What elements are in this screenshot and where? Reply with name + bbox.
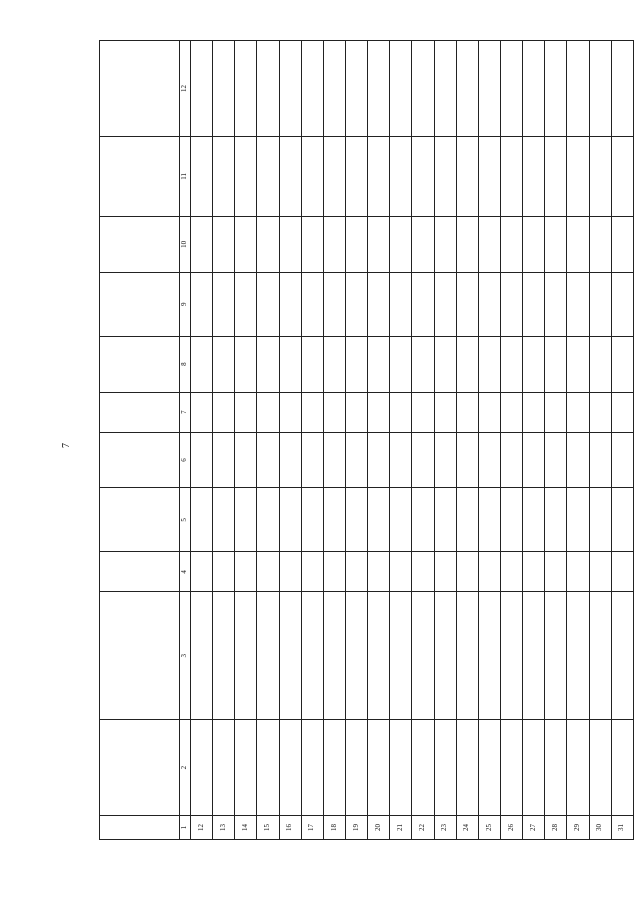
table-cell xyxy=(257,392,279,432)
table-cell xyxy=(213,392,235,432)
table-cell xyxy=(390,272,412,336)
table-cell xyxy=(279,720,301,816)
table-cell xyxy=(456,592,478,720)
table-cell xyxy=(567,552,589,592)
table-cell xyxy=(213,592,235,720)
page-number: 7 xyxy=(61,443,72,448)
table-cell xyxy=(368,552,390,592)
table-cell xyxy=(478,432,500,488)
table-cell xyxy=(545,392,567,432)
table-cell xyxy=(567,720,589,816)
table-cell xyxy=(434,336,456,392)
table-cell xyxy=(301,136,323,216)
table-cell xyxy=(567,336,589,392)
table-cell xyxy=(545,216,567,272)
table-cell xyxy=(611,336,633,392)
table-cell xyxy=(368,432,390,488)
table-cell xyxy=(567,136,589,216)
table-cell xyxy=(456,272,478,336)
table-cell xyxy=(213,216,235,272)
table-cell xyxy=(191,136,213,216)
table-cell xyxy=(500,720,522,816)
table-cell xyxy=(567,592,589,720)
row-number: 20 xyxy=(368,816,390,840)
table-row xyxy=(301,41,323,840)
table-cell xyxy=(257,720,279,816)
table-cell xyxy=(323,488,345,552)
table-cell xyxy=(456,392,478,432)
table-cell xyxy=(323,272,345,336)
table-cell xyxy=(545,432,567,488)
table-row xyxy=(257,41,279,840)
table-cell xyxy=(301,552,323,592)
table-cell xyxy=(545,720,567,816)
table-cell xyxy=(611,592,633,720)
apartment-buildings-table xyxy=(99,40,634,840)
table-cell xyxy=(545,552,567,592)
row-number: 14 xyxy=(235,816,257,840)
table-cell xyxy=(567,488,589,552)
table-cell xyxy=(368,592,390,720)
table-row xyxy=(368,41,390,840)
header-cell xyxy=(100,816,180,840)
table-cell xyxy=(390,488,412,552)
table-cell xyxy=(257,136,279,216)
row-number: 23 xyxy=(434,816,456,840)
table-cell xyxy=(390,552,412,592)
table-row xyxy=(323,41,345,840)
table-cell xyxy=(191,552,213,592)
table-row xyxy=(213,41,235,840)
table-row xyxy=(390,41,412,840)
table-row xyxy=(545,41,567,840)
table-cell xyxy=(191,272,213,336)
table-cell xyxy=(545,488,567,552)
table-cell xyxy=(545,136,567,216)
row-number: 31 xyxy=(611,816,633,840)
table-cell xyxy=(191,488,213,552)
table-cell xyxy=(412,136,434,216)
table-cell xyxy=(213,336,235,392)
table-cell xyxy=(235,488,257,552)
row-number: 28 xyxy=(545,816,567,840)
column-number: 2 xyxy=(180,720,191,816)
table-cell xyxy=(478,41,500,137)
table-cell xyxy=(368,392,390,432)
table-cell xyxy=(345,216,367,272)
table-cell xyxy=(567,432,589,488)
table-cell xyxy=(523,720,545,816)
table-cell xyxy=(500,272,522,336)
header-cell xyxy=(100,488,180,552)
table-cell xyxy=(478,592,500,720)
table-cell xyxy=(589,488,611,552)
table-cell xyxy=(368,272,390,336)
table-cell xyxy=(279,432,301,488)
table-cell xyxy=(235,216,257,272)
table-cell xyxy=(500,488,522,552)
table-cell xyxy=(235,272,257,336)
table-cell xyxy=(213,720,235,816)
table-cell xyxy=(478,216,500,272)
table-cell xyxy=(456,552,478,592)
table-body xyxy=(191,41,634,840)
table-cell xyxy=(191,216,213,272)
table-row xyxy=(345,41,367,840)
table-row xyxy=(456,41,478,840)
table-cell xyxy=(500,336,522,392)
table-cell xyxy=(301,720,323,816)
table-cell xyxy=(345,41,367,137)
table-cell xyxy=(611,488,633,552)
row-number: 29 xyxy=(567,816,589,840)
table-cell xyxy=(545,336,567,392)
row-number: 19 xyxy=(345,816,367,840)
table-cell xyxy=(523,392,545,432)
table-cell xyxy=(412,720,434,816)
table-cell xyxy=(523,272,545,336)
table-cell xyxy=(589,216,611,272)
table-cell xyxy=(345,392,367,432)
table-cell xyxy=(478,488,500,552)
table-cell xyxy=(345,272,367,336)
header-cell xyxy=(100,136,180,216)
table-cell xyxy=(611,432,633,488)
table-cell xyxy=(611,392,633,432)
table-cell xyxy=(545,41,567,137)
table-cell xyxy=(368,488,390,552)
table-cell xyxy=(611,41,633,137)
header-cell xyxy=(100,392,180,432)
table-cell xyxy=(213,488,235,552)
table-cell xyxy=(589,272,611,336)
table-cell xyxy=(323,720,345,816)
row-number: 17 xyxy=(301,816,323,840)
row-number: 24 xyxy=(456,816,478,840)
table-cell xyxy=(523,592,545,720)
table-cell xyxy=(412,592,434,720)
table-cell xyxy=(345,136,367,216)
table-cell xyxy=(478,336,500,392)
table-cell xyxy=(345,720,367,816)
column-number: 9 xyxy=(180,272,191,336)
table-cell xyxy=(345,488,367,552)
table-cell xyxy=(523,336,545,392)
table-cell xyxy=(323,41,345,137)
table-cell xyxy=(323,552,345,592)
column-number: 12 xyxy=(180,41,191,137)
table-cell xyxy=(191,41,213,137)
table-cell xyxy=(323,216,345,272)
rotated-table-wrapper xyxy=(99,40,634,840)
row-number: 26 xyxy=(500,816,522,840)
table-cell xyxy=(456,432,478,488)
table-cell xyxy=(390,432,412,488)
table-cell xyxy=(257,336,279,392)
table-cell xyxy=(390,216,412,272)
table-cell xyxy=(235,392,257,432)
table-row xyxy=(523,41,545,840)
table-cell xyxy=(478,136,500,216)
table-cell xyxy=(301,41,323,137)
column-number: 3 xyxy=(180,592,191,720)
row-number: 25 xyxy=(478,816,500,840)
table-cell xyxy=(390,392,412,432)
row-number: 30 xyxy=(589,816,611,840)
row-number: 15 xyxy=(257,816,279,840)
table-cell xyxy=(589,136,611,216)
header-cell xyxy=(100,272,180,336)
table-cell xyxy=(412,392,434,432)
table-cell xyxy=(345,432,367,488)
table-cell xyxy=(611,552,633,592)
table-cell xyxy=(390,592,412,720)
table-cell xyxy=(213,41,235,137)
table-cell xyxy=(434,488,456,552)
table-cell xyxy=(478,552,500,592)
table-cell xyxy=(434,136,456,216)
table-row xyxy=(434,41,456,840)
table-cell xyxy=(191,392,213,432)
table-cell xyxy=(301,272,323,336)
table-row xyxy=(191,41,213,840)
table-cell xyxy=(589,552,611,592)
table-cell xyxy=(412,41,434,137)
table-cell xyxy=(235,552,257,592)
table-cell xyxy=(567,216,589,272)
table-cell xyxy=(611,216,633,272)
table-cell xyxy=(257,216,279,272)
table-cell xyxy=(390,336,412,392)
table-cell xyxy=(412,552,434,592)
table-cell xyxy=(368,136,390,216)
table-cell xyxy=(345,552,367,592)
header-cell xyxy=(100,336,180,392)
table-cell xyxy=(412,336,434,392)
table-cell xyxy=(301,488,323,552)
column-number: 4 xyxy=(180,552,191,592)
row-number: 21 xyxy=(390,816,412,840)
column-number: 8 xyxy=(180,336,191,392)
column-number: 6 xyxy=(180,432,191,488)
table-cell xyxy=(235,720,257,816)
table-cell xyxy=(434,432,456,488)
table-cell xyxy=(235,41,257,137)
table-cell xyxy=(545,272,567,336)
header-cell xyxy=(100,552,180,592)
row-number: 18 xyxy=(323,816,345,840)
table-row xyxy=(611,41,633,840)
table-cell xyxy=(500,392,522,432)
table-cell xyxy=(279,552,301,592)
table-cell xyxy=(368,720,390,816)
table-cell xyxy=(279,488,301,552)
table-cell xyxy=(323,592,345,720)
table-cell xyxy=(434,272,456,336)
table-cell xyxy=(412,488,434,552)
table-row xyxy=(279,41,301,840)
table-cell xyxy=(390,136,412,216)
header-cell xyxy=(100,41,180,137)
table-cell xyxy=(191,432,213,488)
table-cell xyxy=(323,136,345,216)
table-cell xyxy=(500,41,522,137)
table-cell xyxy=(301,432,323,488)
table-row xyxy=(500,41,522,840)
table-cell xyxy=(434,552,456,592)
table-cell xyxy=(434,592,456,720)
header-cell xyxy=(100,216,180,272)
table-row xyxy=(567,41,589,840)
table-cell xyxy=(345,336,367,392)
table-cell xyxy=(191,720,213,816)
table-cell xyxy=(611,272,633,336)
column-number: 10 xyxy=(180,216,191,272)
table-cell xyxy=(257,41,279,137)
table-cell xyxy=(500,216,522,272)
row-number: 27 xyxy=(523,816,545,840)
column-number: 7 xyxy=(180,392,191,432)
table-cell xyxy=(279,592,301,720)
table-cell xyxy=(478,392,500,432)
table-cell xyxy=(345,592,367,720)
table-cell xyxy=(368,336,390,392)
table-cell xyxy=(456,216,478,272)
table-cell xyxy=(478,272,500,336)
table-cell xyxy=(500,552,522,592)
column-number: 11 xyxy=(180,136,191,216)
table-cell xyxy=(567,392,589,432)
table-cell xyxy=(434,216,456,272)
header-cell xyxy=(100,720,180,816)
table-cell xyxy=(323,336,345,392)
table-cell xyxy=(235,432,257,488)
table-cell xyxy=(456,336,478,392)
row-number: 13 xyxy=(213,816,235,840)
table-cell xyxy=(279,336,301,392)
table-cell xyxy=(434,720,456,816)
table-cell xyxy=(589,592,611,720)
table-cell xyxy=(456,136,478,216)
table-cell xyxy=(478,720,500,816)
table-cell xyxy=(257,592,279,720)
table-cell xyxy=(191,592,213,720)
table-cell xyxy=(412,432,434,488)
table-cell xyxy=(279,41,301,137)
table-cell xyxy=(523,432,545,488)
table-cell xyxy=(523,552,545,592)
table-cell xyxy=(434,41,456,137)
table-cell xyxy=(213,272,235,336)
table-row xyxy=(412,41,434,840)
table-cell xyxy=(611,136,633,216)
header-row xyxy=(100,41,180,840)
table-cell xyxy=(611,720,633,816)
table-cell xyxy=(589,336,611,392)
table-cell xyxy=(545,592,567,720)
table-cell xyxy=(500,136,522,216)
row-number: 22 xyxy=(412,816,434,840)
table-cell xyxy=(456,41,478,137)
table-cell xyxy=(368,216,390,272)
table-cell xyxy=(412,272,434,336)
table-cell xyxy=(523,41,545,137)
table-cell xyxy=(301,216,323,272)
table-cell xyxy=(279,272,301,336)
table-cell xyxy=(589,41,611,137)
table-row xyxy=(235,41,257,840)
table-cell xyxy=(500,432,522,488)
column-number-row xyxy=(180,41,191,840)
table-cell xyxy=(456,488,478,552)
header-cell xyxy=(100,592,180,720)
table-cell xyxy=(523,216,545,272)
table-cell xyxy=(235,592,257,720)
table-cell xyxy=(523,488,545,552)
table-cell xyxy=(235,136,257,216)
table-cell xyxy=(567,41,589,137)
table-cell xyxy=(257,552,279,592)
table-cell xyxy=(257,272,279,336)
column-number: 1 xyxy=(180,816,191,840)
table-cell xyxy=(589,720,611,816)
table-cell xyxy=(279,216,301,272)
table-cell xyxy=(523,136,545,216)
table-cell xyxy=(301,336,323,392)
row-number: 16 xyxy=(279,816,301,840)
table-cell xyxy=(390,720,412,816)
table-cell xyxy=(500,592,522,720)
table-cell xyxy=(213,432,235,488)
table-cell xyxy=(589,392,611,432)
table-cell xyxy=(301,592,323,720)
header-cell xyxy=(100,432,180,488)
table-cell xyxy=(323,432,345,488)
table-cell xyxy=(279,136,301,216)
table-cell xyxy=(279,392,301,432)
column-number: 5 xyxy=(180,488,191,552)
table-cell xyxy=(589,432,611,488)
table-cell xyxy=(323,392,345,432)
table-cell xyxy=(235,336,257,392)
table-cell xyxy=(191,336,213,392)
table-cell xyxy=(213,552,235,592)
table-cell xyxy=(412,216,434,272)
table-row xyxy=(589,41,611,840)
table-cell xyxy=(368,41,390,137)
table-row xyxy=(478,41,500,840)
table-cell xyxy=(456,720,478,816)
table-cell xyxy=(301,392,323,432)
table-cell xyxy=(567,272,589,336)
table-cell xyxy=(434,392,456,432)
row-number: 12 xyxy=(191,816,213,840)
table-cell xyxy=(257,488,279,552)
table-cell xyxy=(257,432,279,488)
table-cell xyxy=(390,41,412,137)
table-cell xyxy=(213,136,235,216)
